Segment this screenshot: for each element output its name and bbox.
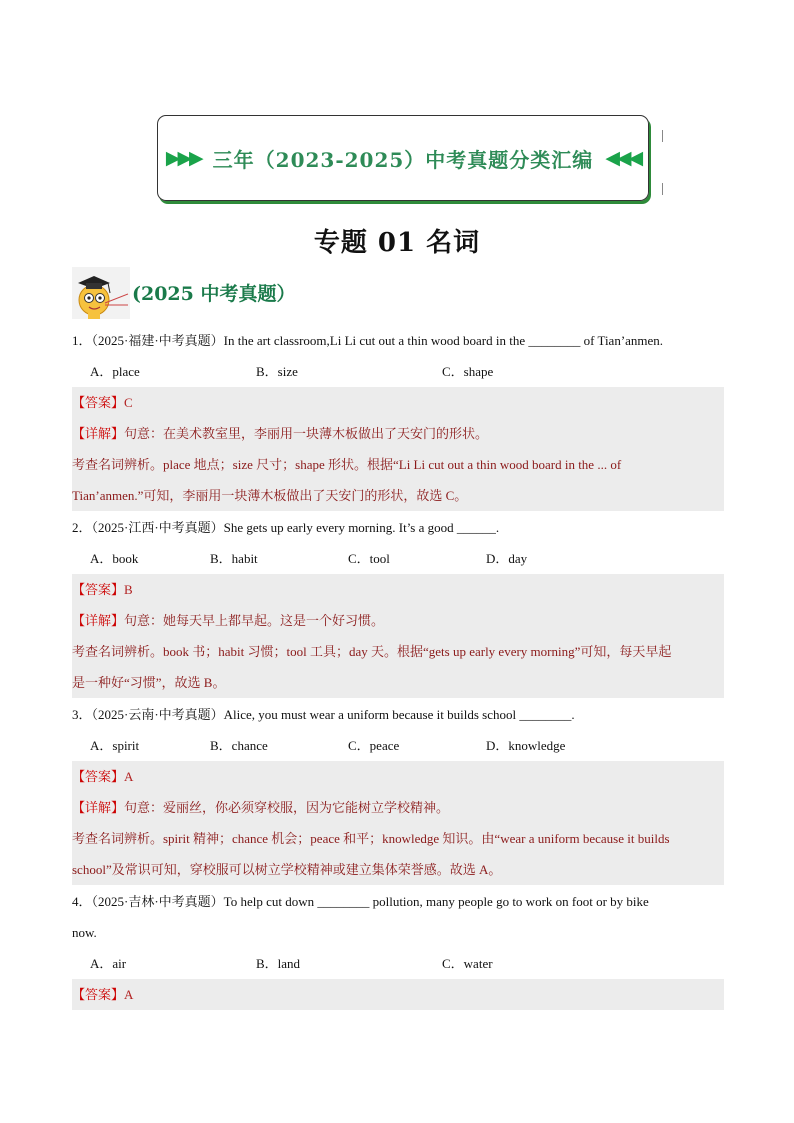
option-b: B．land [256, 956, 301, 971]
option-b: B．habit [210, 551, 258, 566]
detail-tag: 【详解】 [72, 613, 125, 628]
right-arrows-icon: ▶▶▶ [165, 147, 201, 169]
question-stem: 3．（2025·云南·中考真题）Alice, you must wear a uniform because it builds school ________. [72, 707, 575, 722]
answer-box [72, 761, 724, 885]
answer-value: A [124, 769, 134, 784]
detail-text: 句意：爱丽丝，你必须穿校服，因为它能树立学校精神。 [124, 800, 450, 815]
detail-line [72, 418, 724, 449]
option-c: C．peace [348, 738, 400, 753]
detail-line [72, 792, 724, 823]
section-title: (2025 中考真题） [132, 282, 296, 305]
answer-box [72, 387, 724, 511]
title-banner [157, 115, 649, 201]
option-b: B．chance [210, 738, 268, 753]
detail-tag: 【详解】 [72, 426, 125, 441]
mascot-icon [72, 267, 130, 319]
detail-text: school”及常识可知，穿校服可以树立学校精神或建立集体荣誉感。故选 A。 [72, 862, 502, 877]
options-row [72, 948, 724, 979]
option-c: C．tool [348, 551, 390, 566]
option-d: D．day [486, 551, 528, 566]
detail-text: 是一种好“习惯”，故选 B。 [72, 675, 226, 690]
option-a: A．book [90, 551, 139, 566]
detail-text: 考查名词辨析。book 书；habit 习惯；tool 工具；day 天。根据“gets up early every morning”可知，每天早起 [72, 644, 672, 659]
answer-box [72, 574, 724, 698]
answer-value: A [124, 987, 134, 1002]
detail-text: Tian’anmen.”可知，李丽用一块薄木板做出了天安门的形状，故选 C。 [72, 488, 468, 503]
answer-line [72, 387, 724, 418]
question-stem: 2．（2025·江西·中考真题）She gets up early every morning. It’s a good ______. [72, 520, 500, 535]
answer-tag: 【答案】 [72, 582, 125, 597]
detail-text: 考查名词辨析。place 地点；size 尺寸；shape 形状。根据“Li Li cut out a thin wood board in the ... of [72, 457, 622, 472]
option-a: A．air [90, 956, 127, 971]
divider [662, 183, 663, 195]
answer-line [72, 574, 724, 605]
answer-line [72, 761, 724, 792]
options-row [72, 356, 724, 387]
question-stem: 1．（2025·福建·中考真题）In the art classroom,Li Li cut out a thin wood board in the ________ of Tian’anmen. [72, 333, 664, 348]
options-row [72, 730, 724, 761]
answer-value: C [124, 395, 133, 410]
section-header [72, 267, 296, 319]
option-a: A．place [90, 364, 140, 379]
answer-tag: 【答案】 [72, 769, 125, 784]
left-arrows-icon: ◀◀◀ [605, 147, 641, 169]
detail-text: 句意：她每天早上都早起。这是一个好习惯。 [124, 613, 385, 628]
option-a: A．spirit [90, 738, 140, 753]
answer-tag: 【答案】 [72, 987, 125, 1002]
question-stem-continued: now. [72, 925, 97, 940]
answer-tag: 【答案】 [72, 395, 125, 410]
option-c: C．shape [442, 364, 494, 379]
answer-line [72, 979, 724, 1010]
detail-line [72, 605, 724, 636]
page-title: 专题 01 名词 [313, 228, 481, 258]
answer-box [72, 979, 724, 1010]
question-1 [72, 325, 724, 511]
detail-text: 句意：在美术教室里，李丽用一块薄木板做出了天安门的形状。 [124, 426, 489, 441]
answer-value: B [124, 582, 133, 597]
question-4 [72, 886, 724, 1010]
question-stem: 4．（2025·吉林·中考真题）To help cut down ________ pollution, many people go to work on foot or by bike [72, 894, 649, 909]
option-d: D．knowledge [486, 738, 566, 753]
option-b: B．size [256, 364, 298, 379]
detail-text: 考查名词辨析。spirit 精神；chance 机会；peace 和平；knowledge 知识。由“wear a uniform because it builds [72, 831, 670, 846]
options-row [72, 543, 724, 574]
question-3 [72, 699, 724, 885]
option-c: C．water [442, 956, 493, 971]
divider [662, 130, 663, 142]
banner-title: 三年（2023-2025）中考真题分类汇编 [212, 147, 594, 172]
detail-tag: 【详解】 [72, 800, 125, 815]
question-2 [72, 512, 724, 698]
